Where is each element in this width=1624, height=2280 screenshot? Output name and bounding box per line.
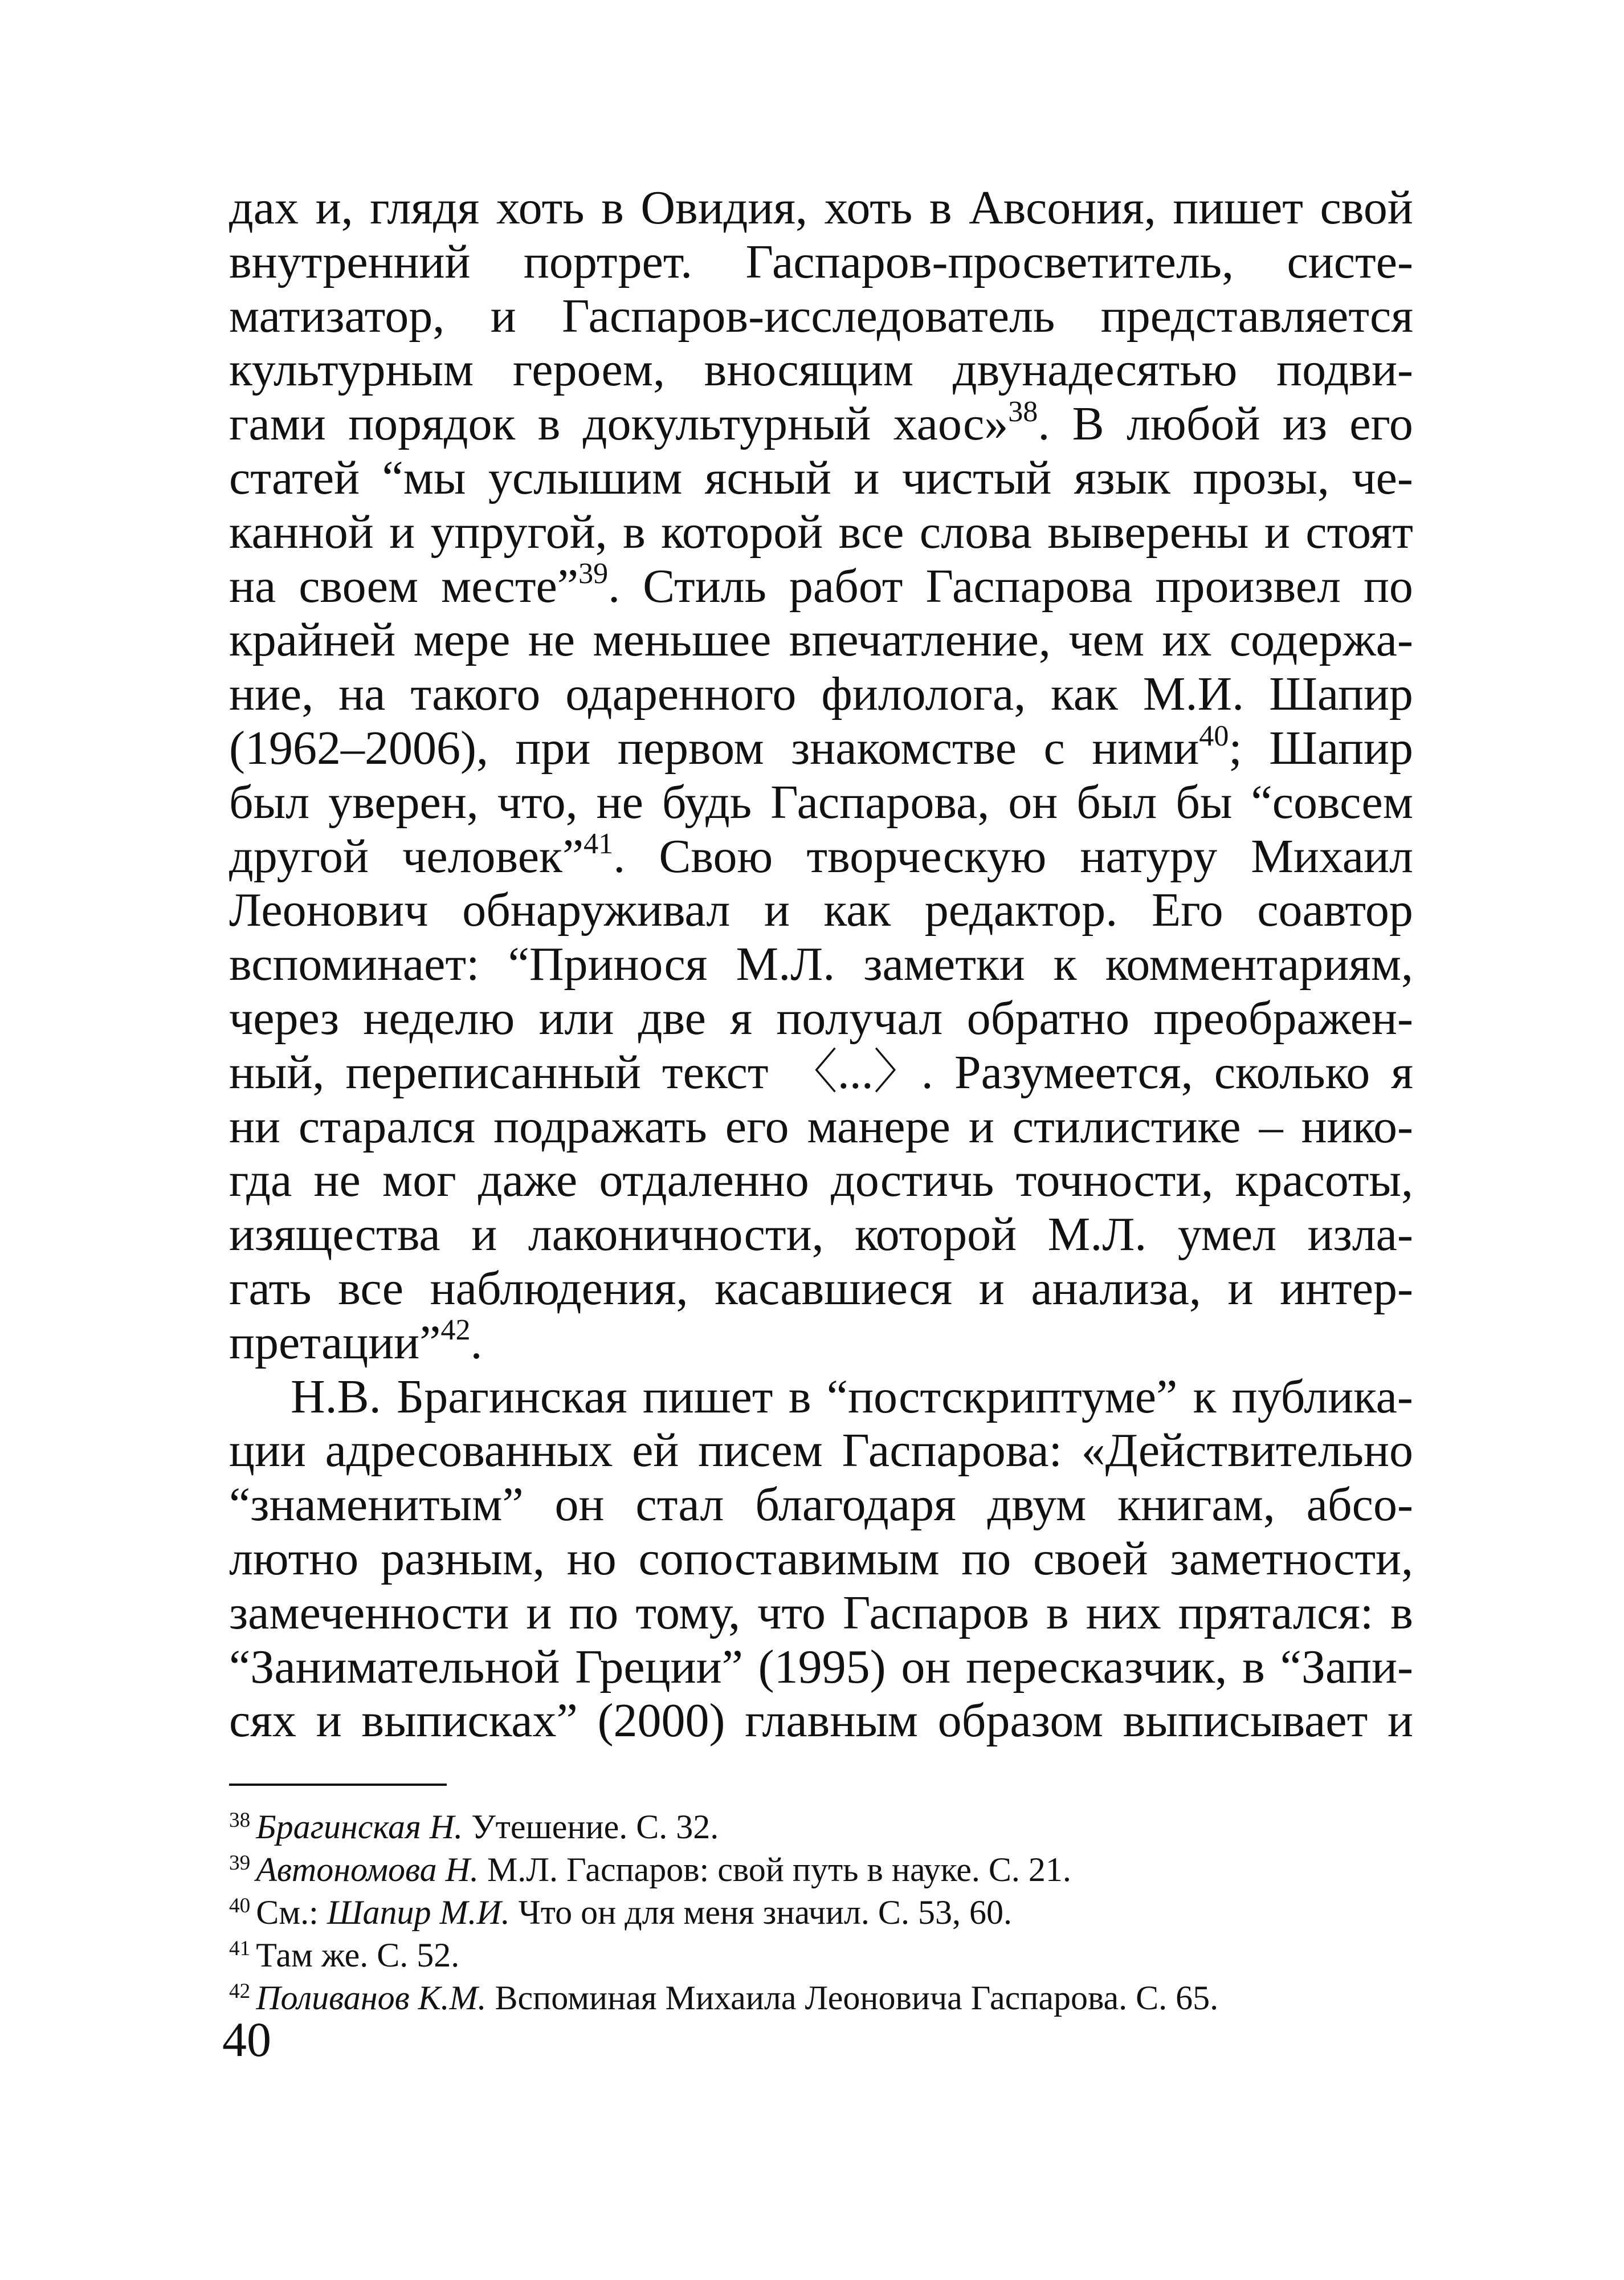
word: в	[623, 505, 646, 559]
word: “мы	[382, 451, 466, 504]
text-line	[229, 1640, 1413, 1695]
word: их	[1162, 613, 1212, 667]
page-number: 40	[222, 2012, 271, 2067]
word: и	[1388, 1694, 1413, 1748]
text-line	[229, 883, 1413, 938]
word: преображен-	[1153, 991, 1413, 1045]
word: в	[929, 181, 952, 234]
word: Овидия,	[640, 181, 807, 234]
word: язык	[1074, 451, 1170, 504]
word: писем	[698, 1424, 823, 1477]
footnote-author: Брагинская Н.	[256, 1808, 463, 1846]
word: докультурный	[582, 397, 871, 451]
word: тому,	[635, 1586, 741, 1639]
word: хоть	[496, 181, 585, 234]
word: стилистике	[1012, 1100, 1241, 1153]
word: не	[528, 613, 576, 667]
word: упругой,	[430, 505, 607, 559]
word: он	[901, 1640, 951, 1693]
word: получал	[776, 991, 943, 1045]
word: своем	[299, 559, 419, 613]
word: крайней	[229, 613, 396, 667]
word: ни	[229, 1100, 280, 1153]
word: уверен,	[328, 775, 479, 829]
word: ясный	[704, 451, 831, 504]
word: как	[823, 883, 891, 937]
text-line	[229, 1208, 1413, 1262]
word: ние,	[229, 667, 314, 721]
word: свой	[1320, 181, 1413, 234]
word: че-	[1352, 451, 1413, 504]
word: интер-	[1280, 1261, 1413, 1315]
word: к	[1053, 938, 1077, 991]
word: “Занимательной	[229, 1640, 560, 1693]
word: был	[229, 775, 310, 829]
text-line	[229, 1154, 1413, 1208]
word: по	[569, 1586, 619, 1639]
text-line	[229, 830, 1413, 884]
word: систе-	[1287, 235, 1413, 288]
word: натуру	[1080, 829, 1218, 883]
word: «Действительно	[1081, 1424, 1413, 1477]
word: портрет.	[523, 235, 693, 288]
word: ный,	[229, 1045, 325, 1099]
text-line	[229, 1046, 1413, 1100]
word: глядя	[370, 181, 480, 234]
word: все	[838, 505, 904, 559]
word: слова	[919, 505, 1032, 559]
word: мере	[413, 613, 511, 667]
word: (1995)	[758, 1640, 886, 1693]
footnote: $^{40}$ См.: Шапир М.И. Что он для меня значил. С. 53, 60.	[229, 1894, 1012, 1931]
word: в	[1242, 1640, 1265, 1693]
footnote-number: 39	[229, 1851, 251, 1875]
word: двунадесятью	[952, 343, 1238, 397]
word: не	[313, 1154, 361, 1207]
word: “Принося	[508, 938, 708, 991]
word: и,	[315, 181, 353, 234]
text-line	[229, 1262, 1413, 1316]
word: достичь	[831, 1154, 994, 1207]
text-line	[229, 1370, 1413, 1424]
word: редактор.	[924, 883, 1118, 937]
footnote	[229, 1934, 1414, 1977]
word: (2000)	[597, 1694, 725, 1748]
word: манере	[807, 1100, 950, 1153]
word: первом	[617, 721, 764, 775]
word: и	[764, 883, 790, 937]
word: образом	[937, 1694, 1103, 1748]
word: при	[515, 721, 591, 775]
word: –	[1259, 1100, 1283, 1153]
word: что,	[497, 775, 578, 829]
word: двум	[987, 1478, 1087, 1532]
word: Шапир	[1269, 667, 1413, 721]
word: Авсония,	[969, 181, 1156, 234]
footnote-author: Поливанов К.М.	[256, 1979, 487, 2017]
text-line	[229, 1424, 1413, 1478]
word: изящества	[229, 1208, 440, 1261]
word: Михаил	[1251, 829, 1413, 883]
word: адресованных	[325, 1424, 613, 1477]
word: творческую	[806, 829, 1047, 883]
text-line	[229, 613, 1413, 667]
word: он	[1008, 775, 1058, 829]
word: пересказчик,	[966, 1640, 1227, 1693]
word: услышим	[488, 451, 683, 504]
text-line	[229, 557, 1413, 614]
word: гда	[229, 1154, 292, 1207]
word: комментариям,	[1105, 938, 1413, 991]
text-line	[229, 397, 1413, 451]
word: бы	[1176, 775, 1233, 829]
text-line	[229, 506, 1413, 560]
word: обнаруживал	[462, 883, 731, 937]
text-line	[229, 343, 1413, 397]
word: которой	[855, 1208, 1017, 1261]
word: Его	[1151, 883, 1223, 937]
word: стоят	[1305, 505, 1413, 559]
word: порядок	[348, 397, 516, 451]
word: которой	[661, 505, 823, 559]
word: Н.В.	[291, 1370, 381, 1423]
word: 〈...〉.	[789, 1045, 933, 1099]
word: гать	[229, 1261, 312, 1315]
word: с	[1043, 721, 1065, 775]
word: лаконичности,	[528, 1208, 824, 1261]
text-line	[229, 1586, 1413, 1640]
word: как	[1051, 667, 1118, 721]
word: был	[1076, 775, 1157, 829]
word: гами	[229, 397, 326, 451]
word: Свою	[659, 829, 773, 883]
word: на	[229, 559, 276, 613]
word: Брагинская	[397, 1370, 627, 1423]
footnote-author: Автономова Н.	[256, 1851, 479, 1888]
word: по	[1363, 559, 1413, 613]
word: “постскриптуме”	[826, 1370, 1178, 1423]
word: Разумеется,	[954, 1045, 1193, 1099]
word: ей	[632, 1424, 679, 1477]
word: я	[730, 991, 752, 1045]
word: к	[1193, 1370, 1217, 1423]
word: соавтор	[1257, 883, 1413, 937]
word: и	[389, 505, 415, 559]
text-line	[229, 992, 1413, 1046]
word: вносящим	[704, 343, 914, 397]
footnote-separator	[229, 1784, 447, 1786]
footnote-author: Шапир М.И.	[327, 1894, 510, 1931]
word: мог	[382, 1154, 456, 1207]
word: он	[554, 1478, 605, 1532]
word: книгам,	[1117, 1478, 1275, 1532]
word: переписанный	[345, 1045, 641, 1099]
text-line	[229, 1694, 1413, 1748]
word: Гаспарова	[925, 559, 1133, 613]
footnote-text: Там же. С. 52.	[256, 1936, 460, 1974]
footnote-ref: 40	[1199, 719, 1229, 752]
word: М.И.	[1142, 667, 1244, 721]
word: в	[1046, 1586, 1069, 1639]
footnote	[229, 1849, 1414, 1891]
word: будь	[662, 775, 752, 829]
word: меньшее	[593, 613, 772, 667]
word: я	[1391, 1045, 1413, 1099]
word: красоты,	[1235, 1154, 1413, 1207]
text-line	[229, 451, 1413, 506]
word: хоть	[824, 181, 913, 234]
word: (1962–2006),	[229, 721, 488, 775]
footnote-ref: 42	[440, 1314, 471, 1347]
word: в	[1390, 1586, 1413, 1639]
word: на	[338, 667, 386, 721]
word: матизатор,	[229, 289, 445, 343]
word: Гаспаров	[843, 1586, 1029, 1639]
word: героем,	[512, 343, 665, 397]
word: выписывает	[1123, 1694, 1368, 1748]
word: месте”$^{39}$.	[441, 557, 621, 613]
word: и	[526, 1586, 552, 1639]
word: Шапир	[1269, 721, 1413, 775]
word: главным	[745, 1694, 918, 1748]
word: касавшиеся	[715, 1261, 953, 1315]
word: точности,	[1015, 1154, 1214, 1207]
word: знакомстве	[791, 721, 1017, 775]
word: его	[1349, 397, 1413, 451]
word: чем	[1068, 613, 1144, 667]
word: из	[1282, 397, 1327, 451]
footnotes	[229, 1806, 1414, 2020]
footnote-number: 42	[229, 1979, 251, 2003]
word: В	[1072, 397, 1104, 451]
word: стал	[635, 1478, 724, 1532]
word: ними$^{40}$;	[1092, 719, 1242, 775]
word: сопоставимым	[638, 1532, 940, 1585]
word: “совсем	[1251, 775, 1413, 829]
word: Гаспарова:	[842, 1424, 1062, 1477]
word: старался	[298, 1100, 476, 1153]
word: отдаленно	[599, 1154, 809, 1207]
text-line	[229, 1478, 1413, 1532]
word: выверены	[1047, 505, 1249, 559]
text-line	[229, 181, 1413, 235]
word: и	[1264, 505, 1290, 559]
word: них	[1086, 1586, 1161, 1639]
word: внутренний	[229, 235, 471, 288]
word: другой	[229, 829, 369, 883]
word: культурным	[229, 343, 474, 397]
word: представляется	[1100, 289, 1413, 343]
word: пишет	[1173, 181, 1303, 234]
word: и	[978, 1261, 1005, 1315]
word: не	[596, 775, 643, 829]
word: выписках”	[361, 1694, 578, 1748]
word: М.Л.	[1047, 1208, 1147, 1261]
word: содержа-	[1229, 613, 1413, 667]
word: заметки	[863, 938, 1025, 991]
word: и	[968, 1100, 994, 1153]
word: одаренного	[565, 667, 797, 721]
word: нико-	[1301, 1100, 1413, 1153]
word: прозы,	[1193, 451, 1329, 504]
word: прятался:	[1178, 1586, 1374, 1639]
footnote	[229, 1977, 1414, 2020]
word: подражать	[493, 1100, 707, 1153]
word: и	[854, 451, 880, 504]
word: Гаспаров-просветитель,	[745, 235, 1234, 288]
text-line	[229, 1100, 1413, 1154]
word: Гаспаров-исследователь	[562, 289, 1055, 343]
word: Греции”	[575, 1640, 743, 1693]
word: неделю	[363, 991, 515, 1045]
word: благодаря	[755, 1478, 956, 1532]
word: М.Л.	[736, 938, 835, 991]
word: человек”$^{41}$.	[402, 828, 626, 883]
main-text	[229, 181, 1413, 1748]
footnote-ref: 38	[1008, 395, 1038, 428]
word: “Запи-	[1280, 1640, 1413, 1693]
text-line	[229, 776, 1413, 830]
text-line	[229, 719, 1413, 776]
word: сколько	[1214, 1045, 1370, 1099]
word: заметности,	[1170, 1532, 1413, 1585]
word: наблюдения,	[430, 1261, 688, 1315]
word: Леонович	[229, 883, 429, 937]
text-line	[229, 290, 1413, 344]
word: изла-	[1307, 1208, 1413, 1261]
word: своей	[1033, 1532, 1148, 1585]
word: статей	[229, 451, 360, 504]
word: анализа,	[1031, 1261, 1201, 1315]
word: “знаменитым”	[229, 1478, 524, 1532]
footnote-number: 38	[229, 1808, 251, 1832]
word: что	[757, 1586, 826, 1639]
word: ции	[229, 1424, 306, 1477]
word: работ	[789, 559, 903, 613]
word: в	[788, 1370, 811, 1423]
word: и	[316, 1694, 342, 1748]
word: канной	[229, 505, 374, 559]
word: Гаспарова,	[770, 775, 990, 829]
word: лютно	[229, 1532, 359, 1585]
text-line	[229, 667, 1413, 722]
word: в	[537, 397, 561, 451]
word: претации”$^{42}$.	[229, 1314, 483, 1369]
word: любой	[1127, 397, 1260, 451]
footnote	[229, 1806, 1414, 1849]
word: дах	[229, 181, 299, 234]
word: или	[538, 991, 614, 1045]
word: все	[338, 1261, 403, 1315]
footnote-text: Что он для меня значил. С. 53, 60.	[509, 1894, 1012, 1931]
word: пишет	[642, 1370, 773, 1423]
text-line	[229, 938, 1413, 992]
word: его	[725, 1100, 789, 1153]
word: впечатление,	[789, 613, 1051, 667]
footnote-text: Утешение. С. 32.	[463, 1808, 719, 1846]
word: и	[490, 289, 516, 343]
footnote-number: 41	[229, 1936, 251, 1960]
text-line	[229, 1316, 1413, 1370]
word: и	[471, 1208, 497, 1261]
word: филолога,	[821, 667, 1026, 721]
word: разным,	[381, 1532, 545, 1585]
footnote-ref: 39	[578, 557, 609, 591]
text-line	[229, 1532, 1413, 1586]
text-line	[229, 235, 1413, 290]
word: произвел	[1155, 559, 1341, 613]
footnote-text: М.Л. Гаспаров: свой путь в науке. С. 21.	[478, 1851, 1071, 1888]
word: хаос»$^{38}$.	[893, 395, 1050, 451]
footnote-ref: 41	[584, 828, 614, 861]
footnote-number: 40	[229, 1894, 251, 1917]
word: и	[1227, 1261, 1254, 1315]
word: подви-	[1276, 343, 1413, 397]
word: чистый	[901, 451, 1052, 504]
word: две	[638, 991, 706, 1045]
word: Стиль	[643, 559, 766, 613]
word: такого	[410, 667, 541, 721]
word: даже	[478, 1154, 578, 1207]
word: абсо-	[1306, 1478, 1413, 1532]
word: текст	[662, 1045, 769, 1099]
footnote-text: Вспоминая Михаила Леоновича Гаспарова. С. 65.	[486, 1979, 1219, 2017]
word: через	[229, 991, 340, 1045]
word: замеченности	[229, 1586, 509, 1639]
word: публика-	[1231, 1370, 1413, 1423]
word: в	[601, 181, 624, 234]
word: по	[961, 1532, 1011, 1585]
word: сях	[229, 1694, 296, 1748]
word: но	[566, 1532, 617, 1585]
word: умел	[1177, 1208, 1277, 1261]
word: вспоминает:	[229, 938, 480, 991]
word: обратно	[966, 991, 1130, 1045]
